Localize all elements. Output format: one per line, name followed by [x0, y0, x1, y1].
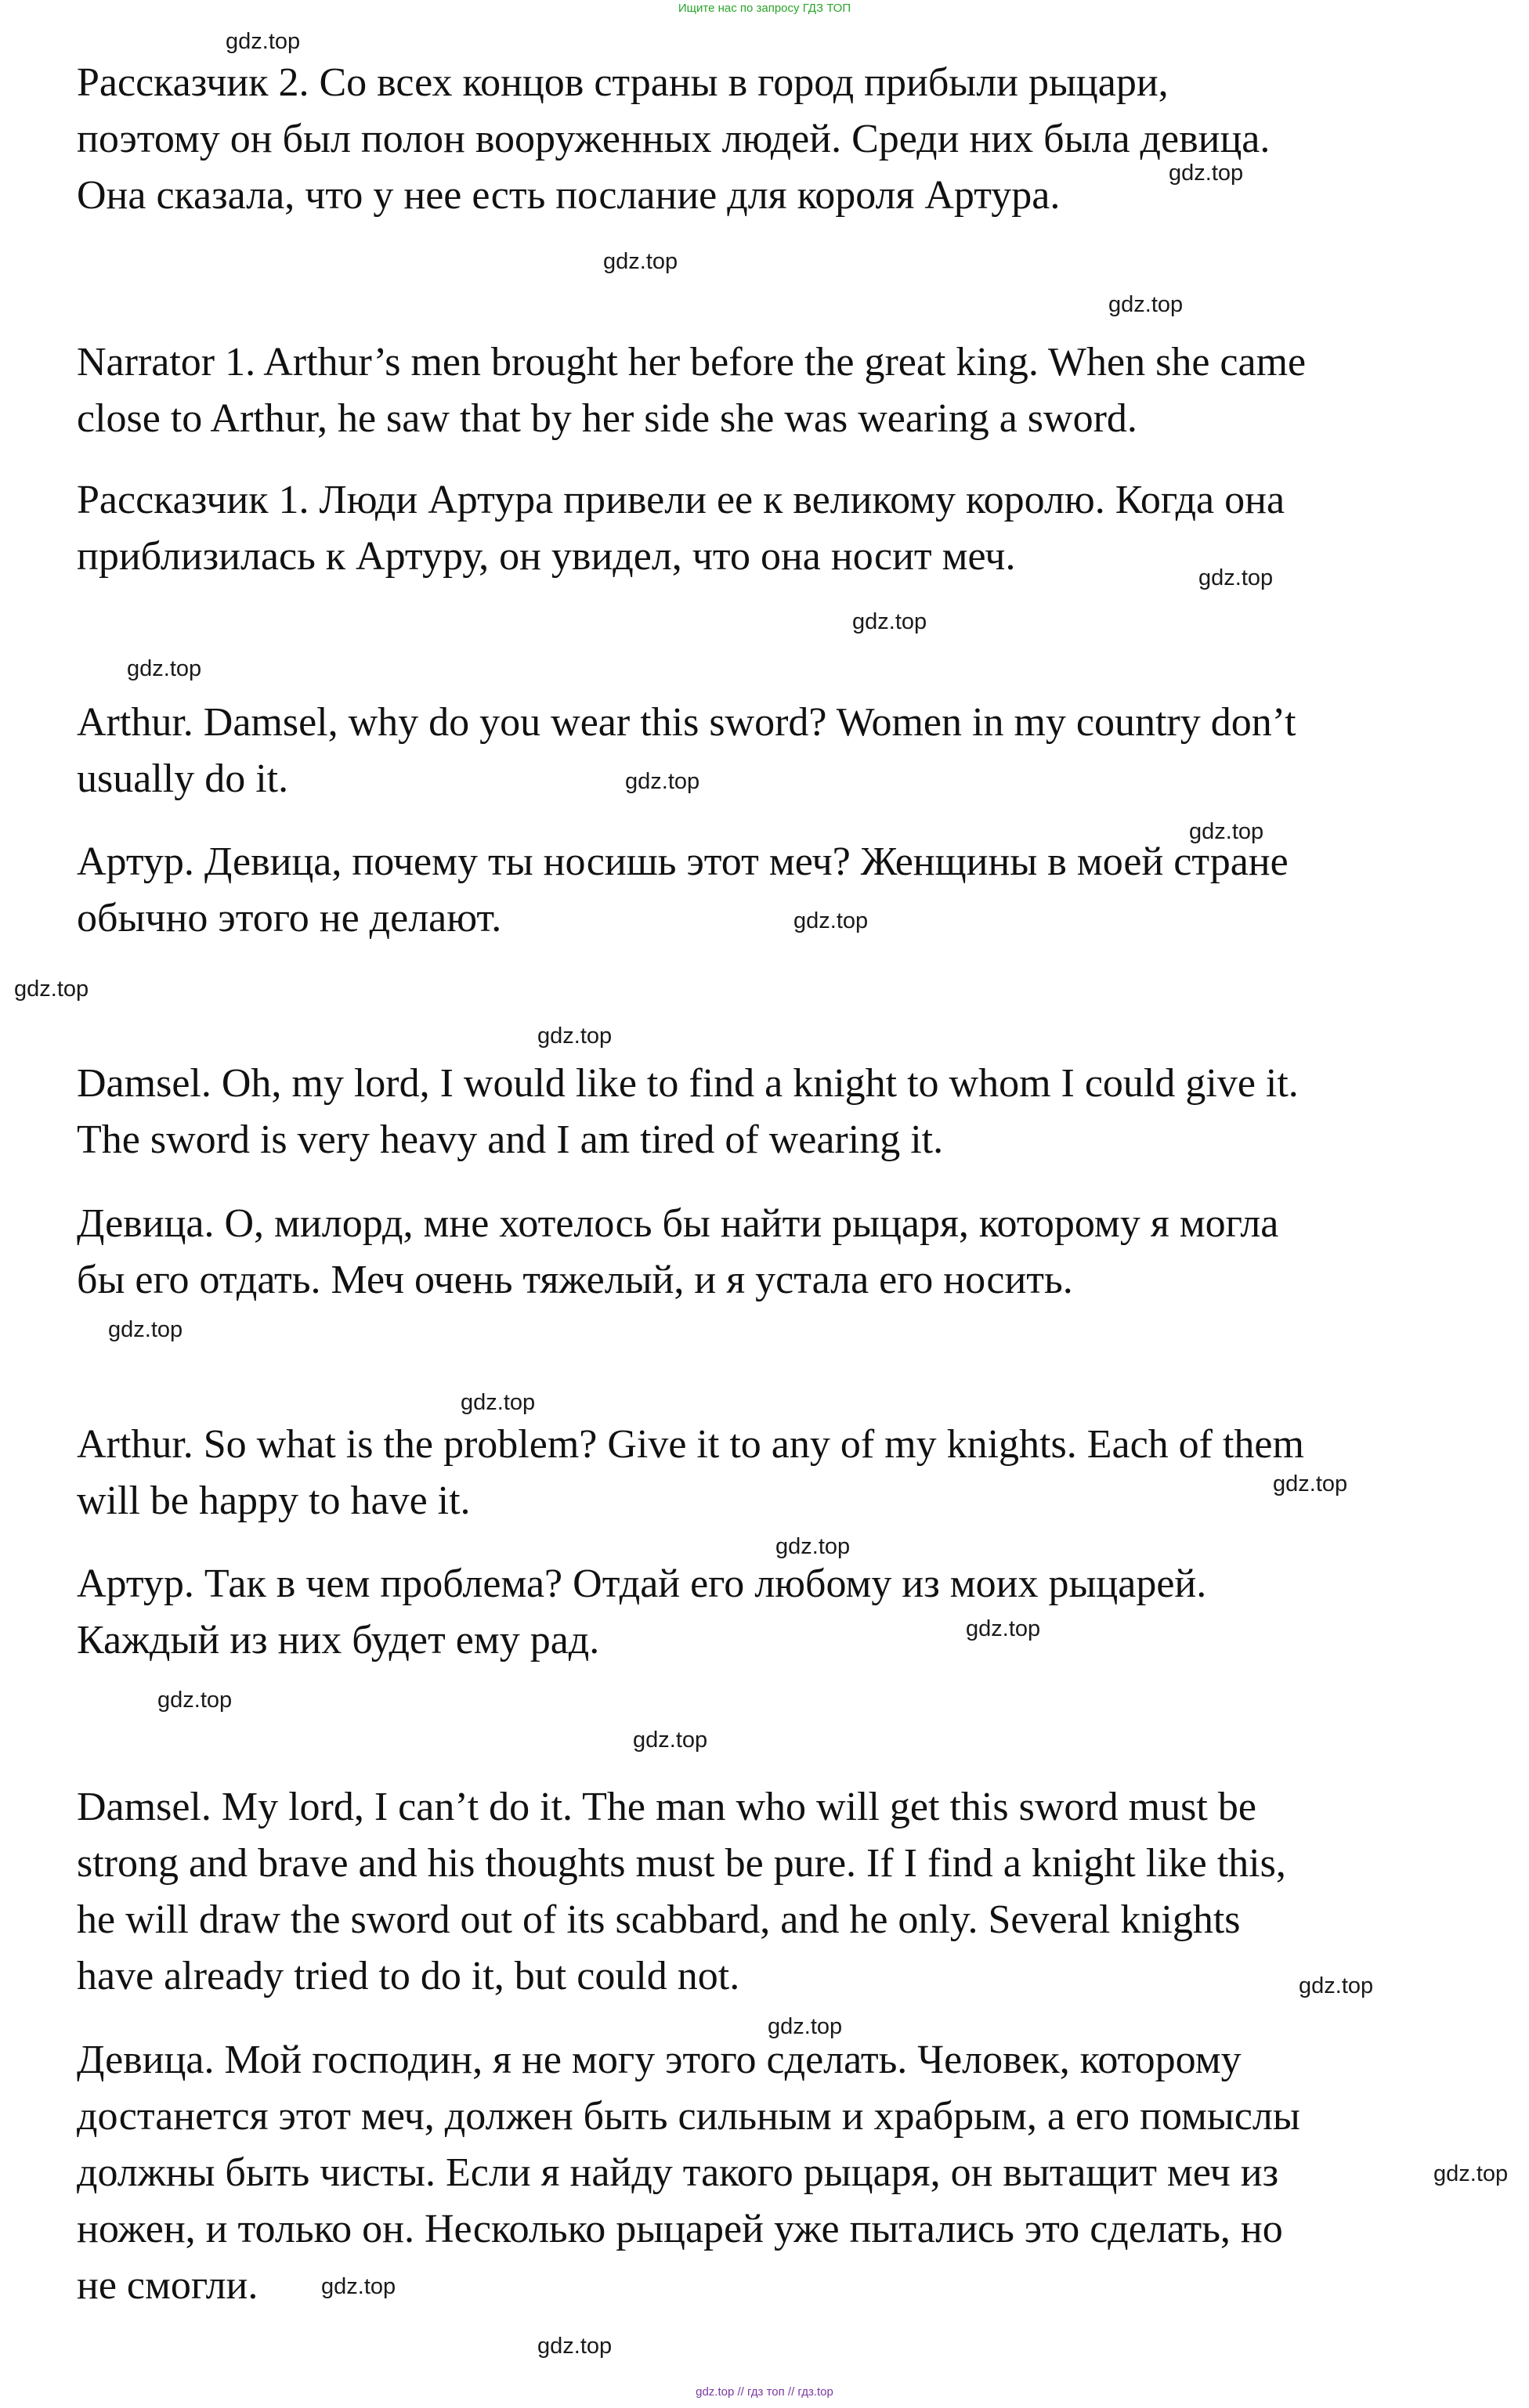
text-line: Каждый из них будет ему рад. [77, 1618, 600, 1662]
text-line: поэтому он был полон вооруженных людей. Среди них была девица. [77, 117, 1271, 161]
watermark-text: gdz.top [1273, 1471, 1348, 1496]
text-line: Артур. Так в чем проблема? Отдай его любому из моих рыцарей. [77, 1561, 1207, 1606]
watermark-text: gdz.top [1433, 2161, 1509, 2186]
text-line: Narrator 1. Arthur’s men brought her before the great king. When she came [77, 340, 1307, 384]
paragraph-narrator1-en [77, 334, 1502, 447]
watermark-text: gdz.top [157, 1688, 233, 1713]
paragraph-narrator1-ru [77, 472, 1502, 585]
watermark-text: gdz.top [1198, 565, 1274, 590]
search-hint-banner: Ищите нас по запросу ГДЗ ТОП [678, 2, 851, 15]
watermark-text: gdz.top [108, 1317, 183, 1342]
text-line: Damsel. My lord, I can’t do it. The man who will get this sword must be [77, 1785, 1256, 1829]
text-line: должны быть чисты. Если я найду такого рыцаря, он вытащит меч из [77, 2150, 1279, 2195]
watermark-text: gdz.top [775, 1534, 851, 1559]
text-line: Arthur. Damsel, why do you wear this sword? Women in my country don’t [77, 700, 1296, 745]
paragraph-damsel-en-1 [77, 1056, 1502, 1168]
watermark-text: gdz.top [603, 249, 678, 274]
text-line: The sword is very heavy and I am tired of wearing it. [77, 1117, 944, 1162]
text-line: close to Arthur, he saw that by her side she was wearing a sword. [77, 396, 1137, 441]
watermark-text: gdz.top [127, 656, 202, 681]
text-line: usually do it. [77, 756, 289, 801]
paragraph-damsel-ru-2 [77, 2032, 1502, 2314]
text-line: strong and brave and his thoughts must be pure. If I find a knight like this, [77, 1841, 1286, 1886]
text-line: have already tried to do it, but could not. [77, 1954, 740, 1998]
text-line: Девица. О, милорд, мне хотелось бы найти рыцаря, которому я могла [77, 1201, 1279, 1246]
watermark-text: gdz.top [768, 2014, 843, 2039]
watermark-text: gdz.top [1299, 1973, 1374, 1998]
text-line: he will draw the sword out of its scabbard, and he only. Several knights [77, 1897, 1241, 1942]
text-line: бы его отдать. Меч очень тяжелый, и я устала его носить. [77, 1258, 1073, 1302]
text-line: Рассказчик 1. Люди Артура привели ее к великому королю. Когда она [77, 478, 1285, 522]
paragraph-arthur-en-1 [77, 695, 1502, 807]
watermark-text: gdz.top [1169, 161, 1244, 186]
text-line: Damsel. Oh, my lord, I would like to find a knight to whom I could give it. [77, 1061, 1299, 1106]
watermark-text: gdz.top [537, 2334, 613, 2359]
paragraph-arthur-ru-1 [77, 834, 1502, 947]
watermark-text: gdz.top [14, 977, 89, 1002]
paragraph-arthur-ru-2 [77, 1556, 1502, 1669]
text-line: не смогли. [77, 2263, 258, 2308]
watermark-text: gdz.top [537, 1023, 613, 1049]
watermark-text: gdz.top [852, 609, 927, 634]
text-line: обычно этого не делают. [77, 896, 502, 940]
footer-links: gdz.top // гдз топ // гдз.top [696, 2385, 833, 2399]
watermark-text: gdz.top [1189, 819, 1264, 844]
paragraph-damsel-ru-1 [77, 1196, 1502, 1309]
watermark-text: gdz.top [966, 1616, 1041, 1641]
text-line: Артур. Девица, почему ты носишь этот меч? Женщины в моей стране [77, 839, 1289, 884]
text-line: ножен, и только он. Несколько рыцарей уже пытались это сделать, но [77, 2207, 1283, 2251]
paragraph-damsel-en-2 [77, 1779, 1502, 2005]
paragraph-narrator2-ru [77, 55, 1502, 224]
text-line: Она сказала, что у нее есть послание для короля Артура. [77, 173, 1061, 218]
text-line: Рассказчик 2. Со всех концов страны в город прибыли рыцари, [77, 60, 1169, 105]
watermark-text: gdz.top [633, 1727, 708, 1753]
watermark-text: gdz.top [461, 1390, 536, 1415]
text-line: Arthur. So what is the problem? Give it to any of my knights. Each of them [77, 1422, 1304, 1467]
text-line: will be happy to have it. [77, 1478, 471, 1523]
watermark-text: gdz.top [321, 2274, 396, 2299]
text-line: достанется этот меч, должен быть сильным и храбрым, а его помыслы [77, 2094, 1300, 2139]
watermark-text: gdz.top [793, 908, 869, 933]
text-line: приблизилась к Артуру, он увидел, что она носит меч. [77, 534, 1016, 579]
watermark-text: gdz.top [226, 29, 301, 54]
text-line: Девица. Мой господин, я не могу этого сделать. Человек, которому [77, 2038, 1242, 2082]
watermark-text: gdz.top [625, 769, 700, 794]
watermark-text: gdz.top [1108, 292, 1184, 317]
